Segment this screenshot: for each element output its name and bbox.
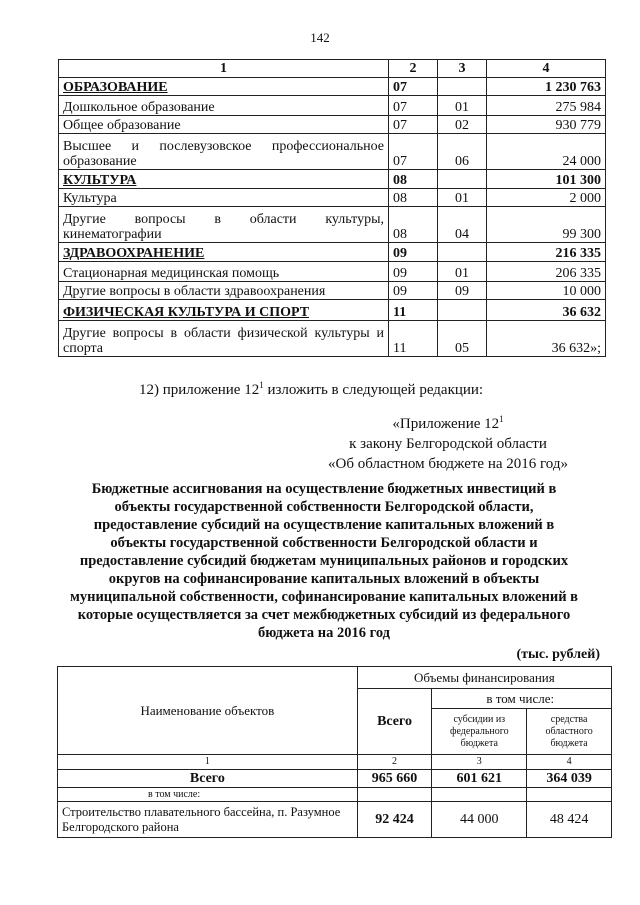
row-subsection-code (438, 300, 487, 321)
row-section-code: 07 (389, 116, 438, 134)
object-total: 92 424 (357, 802, 432, 838)
row-subsection-code (438, 170, 487, 189)
row-name: Другие вопросы в области культуры, кинематографии (59, 207, 389, 243)
total-row-name: Всего (58, 770, 358, 788)
header-federal: субсидии из федерального бюджета (432, 709, 527, 755)
row-subsection-code (438, 243, 487, 262)
appendix-title: «Приложение 12 (392, 416, 500, 432)
appendix-sup: 1 (499, 414, 504, 424)
object-regional: 48 424 (527, 802, 612, 838)
title-line: которые осуществляется за счет межбюджетных субсидий из федерального (77, 607, 571, 623)
row-section-code: 08 (389, 170, 438, 189)
document-title (60, 480, 588, 642)
row-sum: 24 000 (487, 134, 606, 170)
amendment-sup: 1 (259, 380, 264, 390)
row-sum: 2 000 (487, 189, 606, 207)
row-subsection-code (438, 78, 487, 96)
section-row (59, 243, 606, 262)
col-number-2: 2 (357, 755, 432, 770)
row-name: ФИЗИЧЕСКАЯ КУЛЬТУРА И СПОРТ (59, 300, 389, 321)
row-subsection-code: 02 (438, 116, 487, 134)
row-subsection-code: 05 (438, 321, 487, 357)
row-section-code: 09 (389, 282, 438, 300)
row-section-code: 07 (389, 96, 438, 116)
row-section-code: 09 (389, 262, 438, 282)
row-name: ОБРАЗОВАНИЕ (59, 78, 389, 96)
row-subsection-code: 01 (438, 262, 487, 282)
header-including: в том числе: (432, 689, 612, 709)
row-section-code: 07 (389, 134, 438, 170)
row-name: Дошкольное образование (59, 96, 389, 116)
row-sum: 36 632 (487, 300, 606, 321)
amendment-text-after: изложить в следующей редакции: (263, 382, 484, 398)
row-subsection-code: 01 (438, 189, 487, 207)
row-sum: 275 984 (487, 96, 606, 116)
row-sum: 101 300 (487, 170, 606, 189)
title-line: предоставление субсидий бюджетам муниципальных районов и городских (79, 553, 569, 569)
row-name: Общее образование (59, 116, 389, 134)
header-regional: средства областного бюджета (527, 709, 612, 755)
row-sum: 930 779 (487, 116, 606, 134)
header-object-name: Наименование объектов (58, 667, 358, 755)
amendment-paragraph (139, 380, 483, 399)
total-row (58, 770, 612, 788)
row-sum: 36 632»; (487, 321, 606, 357)
total-row-regional: 364 039 (527, 770, 612, 788)
appendix-line-1 (328, 409, 568, 434)
total-row-federal: 601 621 (432, 770, 527, 788)
row-section-code: 08 (389, 189, 438, 207)
table-row (59, 116, 606, 134)
table-row (59, 96, 606, 116)
appendix-caption (328, 409, 568, 474)
title-line: объекты государственной собственности Белгородской области и (110, 535, 538, 551)
row-name: Высшее и послевузовское профессиональное образование (59, 134, 389, 170)
object-name: Строительство плавательного бассейна, п. Разумное Белгородского района (58, 802, 358, 838)
section-row (59, 170, 606, 189)
object-federal: 44 000 (432, 802, 527, 838)
row-name: Стационарная медицинская помощь (59, 262, 389, 282)
table-header-row (59, 60, 606, 78)
col-number-1: 1 (58, 755, 358, 770)
title-line: округов на софинансирование капитальных вложений в объекты (108, 571, 540, 587)
section-row (59, 300, 606, 321)
amendment-text: 12) приложение 12 (139, 382, 260, 398)
title-line: объекты государственной собственности Белгородской области, (114, 499, 534, 515)
table-row (59, 321, 606, 357)
table-row (59, 282, 606, 300)
col-4-header: 4 (487, 60, 606, 78)
section-row (59, 78, 606, 96)
page-number: 142 (310, 30, 330, 45)
header-volumes: Объемы финансирования (357, 667, 611, 689)
appendix-line-2: к закону Белгородской области (349, 436, 547, 452)
title-line: Бюджетные ассигнования на осуществление бюджетных инвестиций в (91, 481, 557, 497)
header-total: Всего (357, 689, 432, 755)
row-section-code: 09 (389, 243, 438, 262)
unit-label: (тыс. рублей) (516, 647, 600, 662)
row-section-code: 11 (389, 300, 438, 321)
row-subsection-code: 04 (438, 207, 487, 243)
table-row (58, 802, 612, 838)
row-sum: 216 335 (487, 243, 606, 262)
col-3-header: 3 (438, 60, 487, 78)
table-row (59, 134, 606, 170)
including-label: в том числе: (58, 788, 358, 802)
row-subsection-code: 01 (438, 96, 487, 116)
row-section-code: 07 (389, 78, 438, 96)
total-row-total: 965 660 (357, 770, 432, 788)
financing-table (57, 666, 612, 838)
appendix-line-3: «Об областном бюджете на 2016 год» (328, 456, 568, 472)
row-subsection-code: 06 (438, 134, 487, 170)
row-sum: 99 300 (487, 207, 606, 243)
title-line: предоставление субсидий на осуществление капитальных вложений в (93, 517, 555, 533)
row-name: Другие вопросы в области физической культуры и спорта (59, 321, 389, 357)
title-line: муниципальной собственности, софинансирование капитальных вложений в (69, 589, 579, 605)
col-1-header: 1 (59, 60, 389, 78)
title-line: бюджета на 2016 год (257, 625, 390, 641)
row-subsection-code: 09 (438, 282, 487, 300)
row-name: Культура (59, 189, 389, 207)
row-section-code: 11 (389, 321, 438, 357)
col-number-3: 3 (432, 755, 527, 770)
row-section-code: 08 (389, 207, 438, 243)
table-row (59, 207, 606, 243)
row-name: Другие вопросы в области здравоохранения (59, 282, 389, 300)
row-name: КУЛЬТУРА (59, 170, 389, 189)
row-sum: 206 335 (487, 262, 606, 282)
row-sum: 1 230 763 (487, 78, 606, 96)
col-2-header: 2 (389, 60, 438, 78)
row-sum: 10 000 (487, 282, 606, 300)
table-row (59, 262, 606, 282)
table-row (59, 189, 606, 207)
row-name: ЗДРАВООХРАНЕНИЕ (59, 243, 389, 262)
budget-table (58, 59, 606, 357)
col-number-4: 4 (527, 755, 612, 770)
